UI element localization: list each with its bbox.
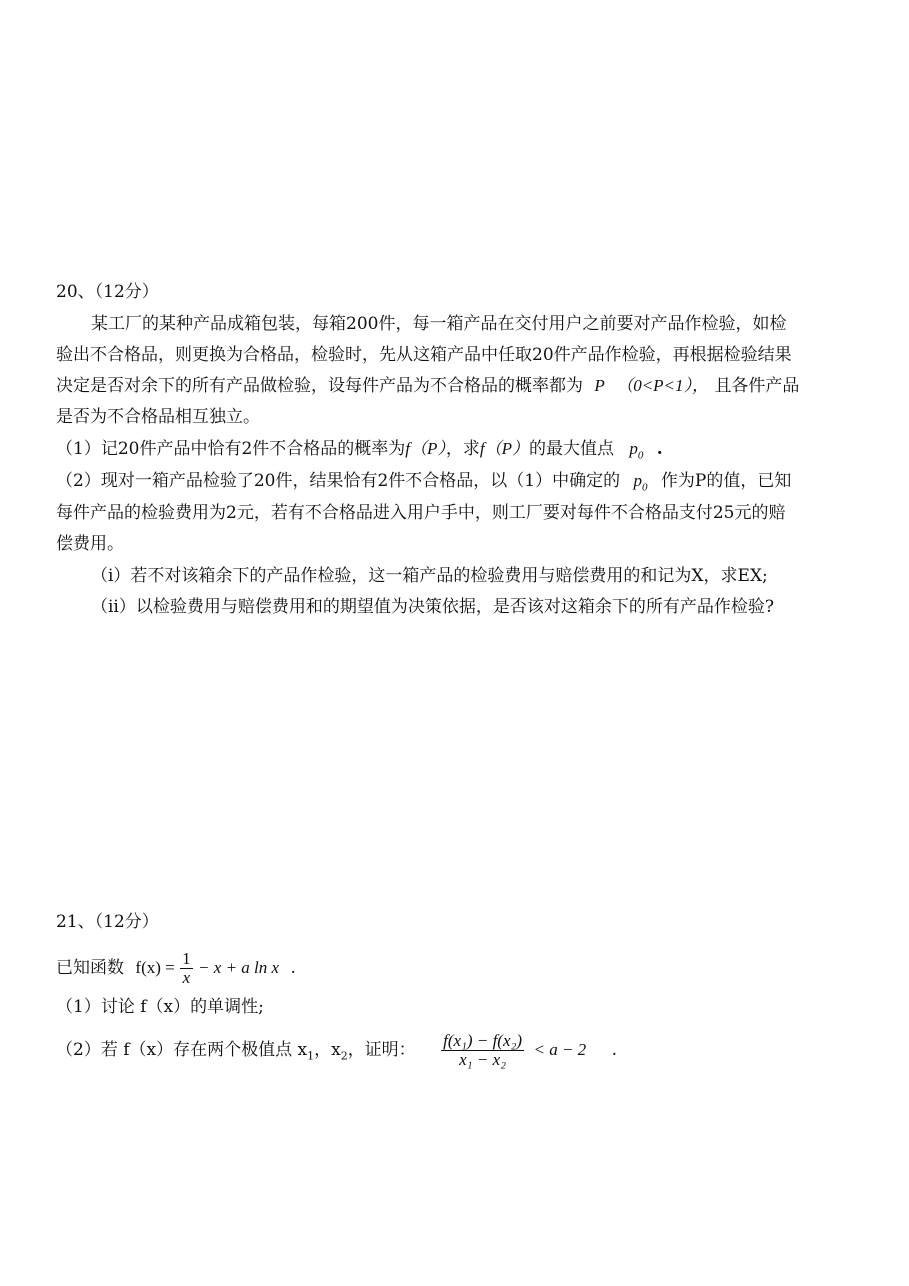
p0-letter: p (629, 439, 638, 458)
q21-part2-text-c: ，证明： (347, 1040, 416, 1060)
p0-subscript-2: 0 (642, 481, 648, 494)
q21-part2 (56, 1030, 617, 1076)
func-lhs: f(x) = (135, 958, 175, 977)
q21-part2-text-a: （2）若 f（x）存在两个极值点 x (56, 1040, 308, 1060)
q20-body-line4: 是否为不合格品相互独立。 (56, 407, 260, 427)
p0-symbol-2 (633, 471, 648, 494)
x1-subscript: 1 (307, 1049, 315, 1063)
q20-sub-i: （i）若不对该箱余下的产品作检验，这一箱产品的检验费用与赔偿费用的和记为X，求EX; (91, 566, 768, 586)
q20-part2-text-a: （2）现对一箱产品检验了20件，结果恰有2件不合格品，以（1）中确定的 (56, 471, 621, 491)
ineq-numerator: f(x₁) − f(x₂) (443, 1031, 523, 1050)
f-of-p-2: f（P） (479, 439, 529, 458)
x2-subscript: 2 (340, 1049, 348, 1063)
frac-denominator: x (180, 968, 193, 987)
func-rhs: − x + a ln x (198, 958, 280, 977)
q21-part2-end: . (611, 1040, 617, 1060)
q20-part1-text-c: 的最大值点 (528, 439, 614, 459)
ineq-rhs: < a − 2 (533, 1040, 587, 1059)
q20-body-line3-tail: 且各件产品 (714, 376, 800, 396)
q20-body-line3 (56, 375, 799, 397)
q21-part2-text-b: ，x (314, 1040, 341, 1060)
inequality-fraction (441, 1032, 524, 1069)
f-of-p: f（P） (405, 439, 446, 458)
q20-header: 20、（12分） (56, 282, 159, 302)
q20-part2-line1 (56, 470, 791, 498)
p0-subscript: 0 (637, 449, 644, 462)
q20-body-line3-text: 决定是否对余下的所有产品做检验，设每件产品为不合格品的概率都为 (56, 376, 583, 396)
q20-part2-line2: 每件产品的检验费用为2元，若有不合格品进入用户手中，则工厂要对每件不合格品支付25元的赔 (56, 503, 786, 523)
q21-intro (56, 948, 296, 988)
func-fraction (180, 950, 193, 987)
q20-part2-line3: 偿费用。 (56, 534, 124, 554)
q20-body-line1: 某工厂的某种产品成箱包装，每箱200件，每一箱产品在交付用户之前要对产品作检验，如检 (91, 314, 787, 334)
q20-part2-text-b: 作为P的值，已知 (660, 471, 792, 491)
p0-symbol (629, 439, 644, 462)
q20-part1-text-a: （1）记20件产品中恰有2件不合格品的概率为 (56, 439, 406, 459)
q20-sub-ii: （ii）以检验费用与赔偿费用和的期望值为决策依据，是否该对这箱余下的所有产品作检验? (91, 597, 774, 617)
q20-part1 (56, 438, 663, 466)
frac-numerator: 1 (182, 949, 191, 968)
q20-body-line2: 验出不合格品，则更换为合格品，检验时，先从这箱产品中任取20件产品作检验，再根据检验结果 (56, 345, 792, 365)
q21-part1: （1）讨论 f（x）的单调性; (56, 997, 264, 1017)
p0-letter-2: p (633, 471, 642, 490)
q21-intro-text: 已知函数 (56, 958, 124, 978)
ineq-denominator: x₁ − x₂ (441, 1050, 524, 1069)
q21-intro-end: . (290, 958, 296, 978)
q21-header: 21、（12分） (56, 912, 159, 932)
p-symbol: P (594, 376, 605, 395)
q20-part1-period: . (656, 439, 663, 459)
p-range: （0<P<1）， (616, 376, 710, 395)
q20-part1-text-b: ，求 (445, 439, 480, 459)
